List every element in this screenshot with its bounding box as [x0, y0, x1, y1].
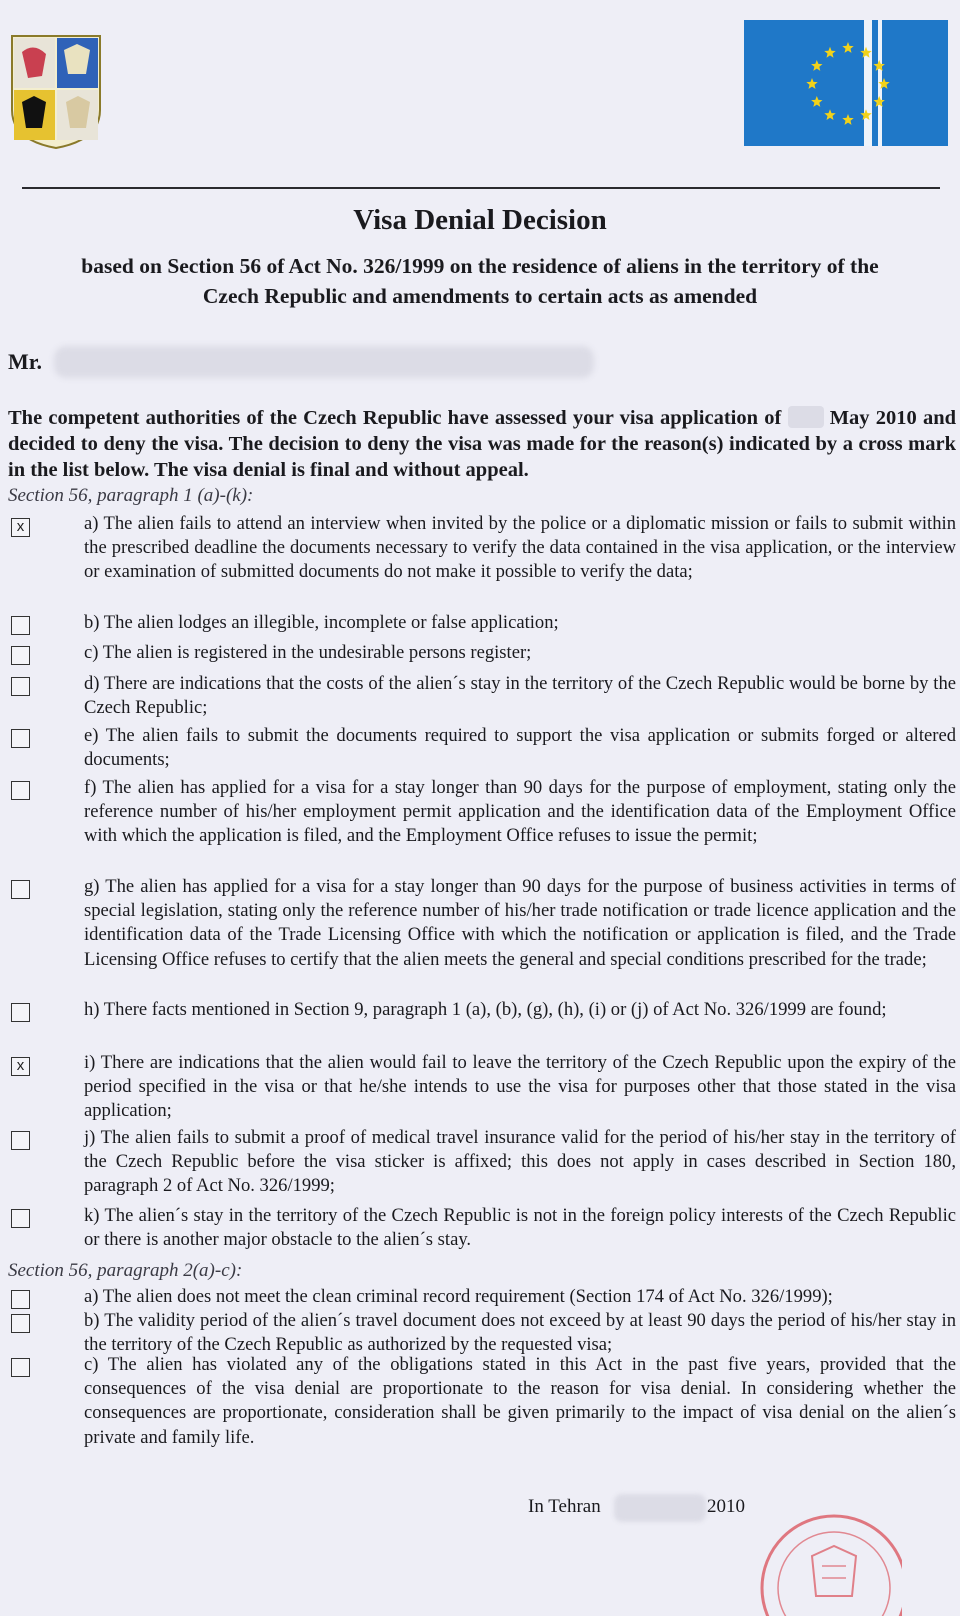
redacted-date	[788, 406, 824, 428]
checkbox-1j[interactable]	[11, 1131, 30, 1150]
checkbox-1h[interactable]	[11, 1003, 30, 1022]
reason-1d: d) There are indications that the costs of the alien´s stay in the territory of the Czech Republic would be borne by the Czech Republic;	[84, 673, 956, 719]
checkbox-1i[interactable]: x	[11, 1057, 30, 1076]
checkbox-1k[interactable]	[11, 1209, 30, 1228]
czech-coat-of-arms-icon	[8, 32, 104, 150]
reason-1f: f) The alien has applied for a visa for a stay longer than 90 days for the purpose of employment, stating only the reference number of his/her employment permit application and the identification data of the Employment Office with which the application is filed, and the Employment Office refuses to issue the permit;	[84, 777, 956, 847]
reason-1e: e) The alien fails to submit the documents required to support the visa application or submits forged or altered documents;	[84, 725, 956, 771]
checkbox-2c[interactable]	[11, 1358, 30, 1377]
redacted-name	[54, 346, 594, 378]
reason-1g: g) The alien has applied for a visa for a stay longer than 90 days for the purpose of business activities in terms of special legislation, stating only the reference number of his/her trade notification or trade licence application and the identification data of the Trade Licensing Office with which the notification or application is filed, and the Trade Licensing Office refuses to certify that the alien meets the general and special conditions prescribed for the trade;	[84, 876, 956, 970]
reason-2b: b) The validity period of the alien´s travel document does not exceed by at least 90 days the period of his/her stay in the territory of the Czech Republic as authorized by the requested visa;	[84, 1310, 956, 1356]
checkbox-1b[interactable]	[11, 616, 30, 635]
checkbox-1g[interactable]	[11, 880, 30, 899]
checkbox-1e[interactable]	[11, 729, 30, 748]
addressee-salutation: Mr.	[8, 349, 43, 374]
reason-1b: b) The alien lodges an illegible, incomplete or false application;	[84, 612, 559, 633]
reason-1h: h) There facts mentioned in Section 9, paragraph 1 (a), (b), (g), (h), (i) or (j) of Act No. 326/1999 are found;	[84, 999, 887, 1020]
intro-paragraph	[8, 405, 956, 483]
reason-2c: c) The alien has violated any of the obligations stated in this Act in the past five years, provided that the consequences of the visa denial are proportionate to the reason for visa denial. In considering whether the consequences are proportionate, consideration shall be given primarily to the impact of visa denial on the alien´s private and family life.	[84, 1354, 956, 1448]
redacted-issue-date	[614, 1494, 706, 1522]
reason-1i: i) There are indications that the alien would fail to leave the territory of the Czech Republic upon the expiry of the period specified in the visa or that he/she intends to use the visa for purposes other that those stated in the visa application;	[84, 1052, 956, 1122]
intro-text-start: The competent authorities of the Czech Republic have assessed your visa application of	[8, 407, 782, 429]
section-2-label: Section 56, paragraph 2(a)-c):	[8, 1260, 243, 1281]
header-divider	[22, 187, 940, 189]
reason-1c: c) The alien is registered in the undesirable persons register;	[84, 642, 532, 663]
eu-flag-icon	[744, 20, 948, 146]
reason-1k: k) The alien´s stay in the territory of the Czech Republic is not in the foreign policy interests of the Czech Republic or there is another major obstacle to the alien´s stay.	[84, 1205, 956, 1251]
checkbox-1d[interactable]	[11, 677, 30, 696]
checkbox-1c[interactable]	[11, 646, 30, 665]
section-1-label: Section 56, paragraph 1 (a)-(k):	[8, 485, 254, 506]
intro-text-end: May 2010 and decided to deny the visa. The decision to deny the visa was made for the reason(s) indicated by a cross mark in the list below. The visa denial is final and without appeal.	[8, 407, 957, 481]
official-stamp-icon	[742, 1492, 902, 1616]
checkbox-1f[interactable]	[11, 781, 30, 800]
document-title: Visa Denial Decision	[353, 204, 607, 236]
reason-1a: a) The alien fails to attend an interview when invited by the police or a diplomatic mission or fails to submit within the prescribed deadline the documents necessary to verify the data contained in the visa application, or the interview or examination of submitted documents do not make it possible to verify the data;	[84, 513, 956, 583]
place-of-issue: In Tehran	[528, 1496, 601, 1517]
document-subtitle	[12, 251, 948, 311]
checkbox-2a[interactable]	[11, 1290, 30, 1309]
checkbox-1a[interactable]: x	[11, 518, 30, 537]
issue-year: 2010	[707, 1496, 745, 1517]
reason-2a: a) The alien does not meet the clean criminal record requirement (Section 174 of Act No. 326/1999);	[84, 1286, 833, 1307]
subtitle-line-2: Czech Republic and amendments to certain acts as amended	[202, 284, 758, 308]
subtitle-line-1: based on Section 56 of Act No. 326/1999 on the residence of aliens in the territory of the	[81, 254, 879, 278]
checkbox-2b[interactable]	[11, 1314, 30, 1333]
reason-1j: j) The alien fails to submit a proof of medical travel insurance valid for the period of his/her stay in the territory of the Czech Republic before the visa sticker is affixed; this does not apply in cases described in Section 180, paragraph 2 of Act No. 326/1999;	[84, 1127, 956, 1197]
